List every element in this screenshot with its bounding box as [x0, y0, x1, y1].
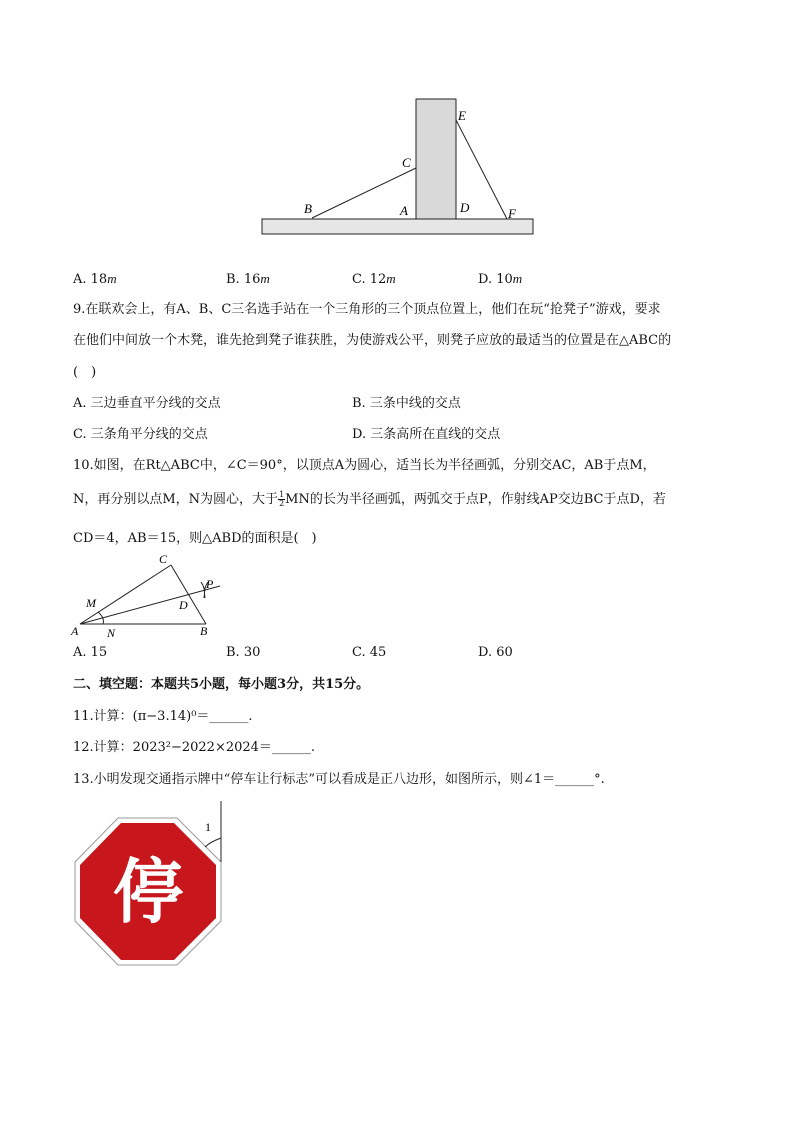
- q9-option-b: B. 三条中线的交点: [352, 396, 461, 411]
- label-m: M: [86, 596, 96, 610]
- segment-ac: [80, 565, 171, 624]
- label-d: D: [460, 200, 470, 215]
- q9-line-3: ( ): [73, 365, 97, 380]
- label-b: B: [200, 624, 208, 638]
- label-d: D: [179, 598, 188, 612]
- sign-character: 停: [113, 851, 183, 933]
- angle-1-arc: [205, 838, 221, 847]
- q8-option-b: B. 16m: [226, 271, 270, 287]
- q12-text: 12.计算：2023²−2022×2024＝______.: [73, 740, 316, 755]
- label-e: E: [458, 108, 466, 123]
- q9-line-1: 9.在联欢会上，有A、B、C三名选手站在一个三角形的三个顶点位置上，他们在玩“抢凳子”游戏，要求: [73, 302, 661, 317]
- building-rect: [416, 99, 456, 219]
- label-f: F: [508, 206, 516, 221]
- q9-option-c: C. 三条角平分线的交点: [73, 427, 208, 442]
- q10-line-2: [73, 491, 666, 509]
- label-c: C: [159, 552, 168, 566]
- label-n: N: [107, 626, 116, 640]
- q10-line-2-pre: N，再分别以点M，N为圆心，大于: [73, 492, 279, 507]
- label-a: A: [400, 203, 408, 218]
- q8-option-d: D. 10m: [478, 271, 523, 287]
- q10-option-c: C. 45: [352, 645, 387, 660]
- section-2-title: 二、填空题：本题共5小题，每小题3分，共15分。: [73, 677, 370, 692]
- figure-q8: [250, 92, 550, 242]
- q13-text: 13.小明发现交通指示牌中“停车让行标志”可以看成是正八边形，如图所示，则∠1＝______°.: [73, 772, 605, 787]
- arc-p1: [201, 582, 205, 598]
- q9-option-d: D. 三条高所在直线的交点: [352, 427, 501, 442]
- q8-option-a: A. 18m: [73, 271, 117, 287]
- label-p: P: [206, 577, 214, 591]
- ray-ap: [80, 586, 220, 624]
- angle-1-label: 1: [205, 820, 211, 834]
- q10-option-b: B. 30: [226, 645, 261, 660]
- stop-sign-figure: [70, 798, 240, 973]
- q10-option-d: D. 60: [478, 645, 513, 660]
- q8-option-c: C. 12m: [352, 271, 396, 287]
- q9-option-a: A. 三边垂直平分线的交点: [73, 396, 221, 411]
- fraction-one-half: $\frac{1}{2}$: [279, 490, 285, 508]
- figure-q10: [65, 548, 235, 643]
- q11-text: 11.计算：(π−3.14)⁰＝______.: [73, 709, 253, 724]
- q10-option-a: A. 15: [73, 645, 108, 660]
- label-a: A: [71, 624, 79, 638]
- q10-line-2-post: MN的长为半径画弧，两弧交于点P，作射线AP交边BC于点D，若: [285, 492, 666, 507]
- label-b: B: [304, 201, 312, 216]
- q10-line-3: CD＝4，AB＝15，则△ABD的面积是( ): [73, 531, 317, 546]
- ground-rect: [262, 219, 533, 234]
- q9-line-2: 在他们中间放一个木凳，谁先抢到凳子谁获胜，为使游戏公平，则凳子应放的最适当的位置是在△ABC的: [73, 333, 672, 348]
- label-c: C: [402, 155, 411, 170]
- q10-line-1: 10.如图，在Rt△ABC中，∠C＝90°，以顶点A为圆心，适当长为半径画弧，分别交AC，AB于点M，: [73, 458, 656, 473]
